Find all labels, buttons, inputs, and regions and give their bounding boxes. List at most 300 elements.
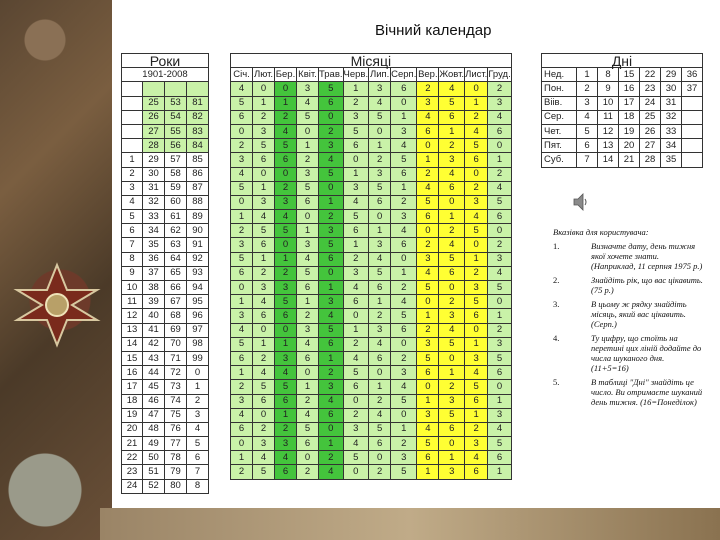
month-cell: 5 bbox=[465, 295, 488, 309]
day-row bbox=[542, 68, 703, 82]
month-cell: 4 bbox=[297, 408, 319, 422]
year-cell: 25 bbox=[143, 96, 165, 110]
year-cell: 52 bbox=[143, 479, 165, 493]
day-number-cell bbox=[682, 96, 703, 110]
year-cell: 91 bbox=[187, 238, 209, 252]
month-cell: 0 bbox=[439, 437, 465, 451]
month-cell: 0 bbox=[439, 195, 465, 209]
month-cell: 4 bbox=[417, 181, 439, 195]
month-name-cell: Лип. bbox=[369, 68, 391, 82]
month-cell: 5 bbox=[369, 266, 391, 280]
month-row bbox=[231, 110, 512, 124]
year-row bbox=[122, 451, 209, 465]
year-cell: 87 bbox=[187, 181, 209, 195]
year-cell: 6 bbox=[122, 224, 143, 238]
month-cell: 0 bbox=[391, 408, 417, 422]
instruction-number: 5. bbox=[553, 377, 560, 387]
year-cell: 79 bbox=[165, 465, 187, 479]
year-cell: 35 bbox=[143, 238, 165, 252]
month-cell: 6 bbox=[319, 337, 344, 351]
month-cell: 0 bbox=[343, 309, 369, 323]
year-row bbox=[122, 210, 209, 224]
month-cell: 3 bbox=[391, 451, 417, 465]
day-number-cell: 21 bbox=[619, 153, 640, 167]
month-cell: 4 bbox=[319, 465, 344, 479]
day-number-cell: 12 bbox=[598, 124, 619, 138]
month-row bbox=[231, 266, 512, 280]
month-cell: 3 bbox=[439, 465, 465, 479]
month-row bbox=[231, 295, 512, 309]
day-number-cell: 17 bbox=[619, 96, 640, 110]
month-cell: 0 bbox=[253, 408, 275, 422]
month-cell: 6 bbox=[417, 210, 439, 224]
decorative-background bbox=[0, 0, 112, 540]
month-cell: 5 bbox=[343, 124, 369, 138]
year-cell: 5 bbox=[187, 437, 209, 451]
month-cell: 3 bbox=[465, 351, 488, 365]
month-cell: 1 bbox=[253, 96, 275, 110]
month-cell: 5 bbox=[391, 465, 417, 479]
month-cell: 4 bbox=[231, 82, 253, 96]
year-cell: 76 bbox=[165, 422, 187, 436]
month-cell: 4 bbox=[488, 181, 511, 195]
year-cell: 64 bbox=[165, 252, 187, 266]
month-cell: 2 bbox=[369, 153, 391, 167]
month-row bbox=[231, 124, 512, 138]
month-row bbox=[231, 422, 512, 436]
month-cell: 4 bbox=[417, 422, 439, 436]
month-cell: 5 bbox=[275, 224, 297, 238]
month-row bbox=[231, 153, 512, 167]
month-cell: 2 bbox=[297, 465, 319, 479]
month-cell: 0 bbox=[275, 238, 297, 252]
year-row bbox=[122, 153, 209, 167]
month-cell: 3 bbox=[488, 252, 511, 266]
instruction-item bbox=[553, 377, 703, 407]
month-cell: 6 bbox=[253, 309, 275, 323]
year-cell: 84 bbox=[187, 139, 209, 153]
year-cell: 93 bbox=[187, 266, 209, 280]
year-cell: 37 bbox=[143, 266, 165, 280]
month-cell: 5 bbox=[488, 281, 511, 295]
month-cell: 6 bbox=[369, 281, 391, 295]
month-cell: 1 bbox=[253, 252, 275, 266]
day-name-cell: Пят. bbox=[542, 139, 577, 153]
month-cell: 6 bbox=[439, 422, 465, 436]
month-cell: 2 bbox=[275, 181, 297, 195]
year-cell bbox=[165, 82, 187, 96]
month-cell: 5 bbox=[488, 437, 511, 451]
year-cell: 67 bbox=[165, 295, 187, 309]
month-cell: 3 bbox=[369, 323, 391, 337]
month-cell: 3 bbox=[297, 238, 319, 252]
month-cell: 6 bbox=[297, 351, 319, 365]
month-cell: 3 bbox=[319, 139, 344, 153]
month-cell: 6 bbox=[343, 380, 369, 394]
month-cell: 4 bbox=[465, 451, 488, 465]
days-table bbox=[541, 53, 703, 168]
year-cell: 88 bbox=[187, 195, 209, 209]
month-cell: 2 bbox=[465, 422, 488, 436]
year-cell: 27 bbox=[143, 124, 165, 138]
month-cell: 0 bbox=[488, 295, 511, 309]
month-cell: 5 bbox=[253, 380, 275, 394]
month-cell: 6 bbox=[465, 394, 488, 408]
months-header: Місяці bbox=[231, 54, 512, 68]
year-cell: 61 bbox=[165, 210, 187, 224]
month-cell: 4 bbox=[391, 295, 417, 309]
year-cell: 81 bbox=[187, 96, 209, 110]
month-cell: 2 bbox=[231, 465, 253, 479]
month-cell: 3 bbox=[253, 281, 275, 295]
month-cell: 5 bbox=[391, 153, 417, 167]
month-cell: 5 bbox=[488, 351, 511, 365]
month-name-cell: Трав. bbox=[319, 68, 344, 82]
month-cell: 4 bbox=[231, 167, 253, 181]
month-cell: 0 bbox=[319, 266, 344, 280]
month-cell: 5 bbox=[391, 394, 417, 408]
month-cell: 1 bbox=[231, 295, 253, 309]
year-cell: 58 bbox=[165, 167, 187, 181]
month-row bbox=[231, 139, 512, 153]
month-cell: 3 bbox=[343, 266, 369, 280]
year-cell: 82 bbox=[187, 110, 209, 124]
day-number-cell: 33 bbox=[661, 124, 682, 138]
year-cell: 65 bbox=[165, 266, 187, 280]
month-row bbox=[231, 82, 512, 96]
month-cell: 1 bbox=[391, 110, 417, 124]
month-cell: 2 bbox=[275, 266, 297, 280]
month-cell: 6 bbox=[343, 295, 369, 309]
month-cell: 1 bbox=[417, 309, 439, 323]
month-row bbox=[231, 167, 512, 181]
month-name-cell: Квіт. bbox=[297, 68, 319, 82]
month-cell: 2 bbox=[465, 110, 488, 124]
day-number-cell: 13 bbox=[598, 139, 619, 153]
year-cell: 9 bbox=[122, 266, 143, 280]
day-number-cell: 34 bbox=[661, 139, 682, 153]
day-number-cell bbox=[682, 110, 703, 124]
month-cell: 2 bbox=[343, 408, 369, 422]
year-row bbox=[122, 238, 209, 252]
month-cell: 1 bbox=[319, 437, 344, 451]
month-cell: 3 bbox=[369, 82, 391, 96]
year-cell: 41 bbox=[143, 323, 165, 337]
month-cell: 6 bbox=[253, 238, 275, 252]
year-row bbox=[122, 394, 209, 408]
month-cell: 2 bbox=[439, 224, 465, 238]
month-cell: 2 bbox=[465, 266, 488, 280]
month-cell: 5 bbox=[488, 195, 511, 209]
year-row bbox=[122, 82, 209, 96]
month-cell: 0 bbox=[465, 238, 488, 252]
month-cell: 1 bbox=[369, 295, 391, 309]
year-cell: 22 bbox=[122, 451, 143, 465]
year-cell: 99 bbox=[187, 351, 209, 365]
month-cell: 1 bbox=[275, 252, 297, 266]
year-row bbox=[122, 323, 209, 337]
year-cell: 70 bbox=[165, 337, 187, 351]
month-cell: 2 bbox=[343, 337, 369, 351]
year-cell bbox=[143, 82, 165, 96]
year-cell bbox=[122, 110, 143, 124]
year-cell: 77 bbox=[165, 437, 187, 451]
month-cell: 2 bbox=[391, 195, 417, 209]
month-name-cell: Серп. bbox=[391, 68, 417, 82]
month-cell: 1 bbox=[465, 252, 488, 266]
month-cell: 4 bbox=[343, 281, 369, 295]
month-cell: 3 bbox=[231, 153, 253, 167]
year-cell: 33 bbox=[143, 210, 165, 224]
month-cell: 3 bbox=[465, 195, 488, 209]
month-cell: 5 bbox=[297, 422, 319, 436]
month-cell: 5 bbox=[369, 110, 391, 124]
day-number-cell: 16 bbox=[619, 82, 640, 96]
year-cell: 10 bbox=[122, 281, 143, 295]
years-table bbox=[121, 53, 209, 494]
year-cell: 98 bbox=[187, 337, 209, 351]
month-row bbox=[231, 380, 512, 394]
month-cell: 4 bbox=[297, 337, 319, 351]
month-cell: 6 bbox=[297, 195, 319, 209]
year-cell: 51 bbox=[143, 465, 165, 479]
year-cell: 54 bbox=[165, 110, 187, 124]
month-cell: 6 bbox=[488, 124, 511, 138]
day-row bbox=[542, 82, 703, 96]
year-cell: 48 bbox=[143, 422, 165, 436]
month-cell: 3 bbox=[439, 309, 465, 323]
day-number-cell: 25 bbox=[640, 110, 661, 124]
month-cell: 4 bbox=[297, 252, 319, 266]
month-cell: 1 bbox=[417, 465, 439, 479]
year-row bbox=[122, 96, 209, 110]
month-cell: 5 bbox=[231, 181, 253, 195]
month-cell: 0 bbox=[297, 451, 319, 465]
month-cell: 2 bbox=[439, 295, 465, 309]
day-name-cell: Суб. bbox=[542, 153, 577, 167]
month-cell: 2 bbox=[319, 210, 344, 224]
month-cell: 0 bbox=[253, 167, 275, 181]
month-cell: 3 bbox=[297, 82, 319, 96]
days-header: Дні bbox=[542, 54, 703, 68]
month-row bbox=[231, 181, 512, 195]
month-cell: 0 bbox=[417, 295, 439, 309]
month-cell: 0 bbox=[343, 153, 369, 167]
month-cell: 1 bbox=[231, 210, 253, 224]
month-cell: 2 bbox=[253, 110, 275, 124]
month-cell: 1 bbox=[439, 451, 465, 465]
month-cell: 1 bbox=[488, 309, 511, 323]
month-cell: 2 bbox=[297, 309, 319, 323]
day-name-cell: Сер. bbox=[542, 110, 577, 124]
month-cell: 6 bbox=[391, 167, 417, 181]
month-cell: 3 bbox=[297, 167, 319, 181]
month-cell: 5 bbox=[275, 139, 297, 153]
year-row bbox=[122, 266, 209, 280]
month-cell: 5 bbox=[253, 224, 275, 238]
month-cell: 0 bbox=[231, 281, 253, 295]
year-cell: 29 bbox=[143, 153, 165, 167]
day-number-cell: 6 bbox=[577, 139, 598, 153]
month-cell: 1 bbox=[391, 181, 417, 195]
month-cell: 3 bbox=[439, 394, 465, 408]
month-cell: 2 bbox=[488, 82, 511, 96]
year-cell: 80 bbox=[165, 479, 187, 493]
instruction-item bbox=[553, 299, 703, 329]
month-cell: 5 bbox=[297, 181, 319, 195]
day-number-cell bbox=[682, 139, 703, 153]
year-cell: 34 bbox=[143, 224, 165, 238]
day-row bbox=[542, 153, 703, 167]
month-cell: 5 bbox=[465, 380, 488, 394]
month-cell: 2 bbox=[231, 139, 253, 153]
month-cell: 4 bbox=[465, 124, 488, 138]
speaker-icon[interactable] bbox=[573, 193, 587, 211]
day-number-cell: 3 bbox=[577, 96, 598, 110]
year-cell: 1 bbox=[122, 153, 143, 167]
month-cell: 6 bbox=[465, 465, 488, 479]
month-cell: 0 bbox=[275, 167, 297, 181]
month-cell: 2 bbox=[319, 366, 344, 380]
day-number-cell: 22 bbox=[640, 68, 661, 82]
month-cell: 1 bbox=[417, 153, 439, 167]
month-cell: 5 bbox=[439, 96, 465, 110]
month-cell: 1 bbox=[465, 337, 488, 351]
month-cell: 6 bbox=[439, 110, 465, 124]
year-row bbox=[122, 408, 209, 422]
instruction-text: В таблиці "Дні" знайдіть це число. Ви отримаєте шуканий день тижня. (16=Понеділок) bbox=[591, 377, 703, 407]
year-cell: 13 bbox=[122, 323, 143, 337]
year-cell: 17 bbox=[122, 380, 143, 394]
day-number-cell: 24 bbox=[640, 96, 661, 110]
month-cell: 0 bbox=[231, 437, 253, 451]
year-cell: 3 bbox=[187, 408, 209, 422]
year-cell: 55 bbox=[165, 124, 187, 138]
month-cell: 3 bbox=[231, 394, 253, 408]
month-cell: 3 bbox=[488, 96, 511, 110]
month-cell: 0 bbox=[253, 323, 275, 337]
month-name-cell: Вер. bbox=[417, 68, 439, 82]
year-cell: 19 bbox=[122, 408, 143, 422]
months-table bbox=[230, 53, 512, 480]
month-cell: 3 bbox=[391, 210, 417, 224]
month-cell: 1 bbox=[319, 195, 344, 209]
day-number-cell: 7 bbox=[577, 153, 598, 167]
year-row bbox=[122, 422, 209, 436]
month-cell: 1 bbox=[297, 139, 319, 153]
month-cell: 4 bbox=[275, 366, 297, 380]
month-cell: 1 bbox=[343, 323, 369, 337]
month-cell: 6 bbox=[319, 252, 344, 266]
month-cell: 6 bbox=[253, 394, 275, 408]
month-cell: 3 bbox=[253, 124, 275, 138]
order-cross-icon bbox=[12, 260, 102, 350]
year-cell: 63 bbox=[165, 238, 187, 252]
month-row bbox=[231, 366, 512, 380]
month-cell: 4 bbox=[465, 210, 488, 224]
month-row bbox=[231, 394, 512, 408]
instruction-item bbox=[553, 333, 703, 373]
month-cell: 6 bbox=[465, 153, 488, 167]
month-cell: 0 bbox=[417, 139, 439, 153]
month-cell: 6 bbox=[253, 153, 275, 167]
month-cell: 6 bbox=[343, 139, 369, 153]
year-row bbox=[122, 110, 209, 124]
month-cell: 6 bbox=[275, 309, 297, 323]
month-cell: 5 bbox=[439, 408, 465, 422]
year-cell: 16 bbox=[122, 366, 143, 380]
year-cell: 12 bbox=[122, 309, 143, 323]
instruction-text: Визначте дату, день тижня якої хочете знати. (Наприклад, 11 серпня 1975 р.) bbox=[591, 241, 703, 271]
month-cell: 3 bbox=[319, 224, 344, 238]
month-cell: 1 bbox=[465, 408, 488, 422]
month-cell: 2 bbox=[369, 309, 391, 323]
month-cell: 5 bbox=[275, 380, 297, 394]
month-cell: 1 bbox=[297, 224, 319, 238]
year-cell: 31 bbox=[143, 181, 165, 195]
year-cell: 15 bbox=[122, 351, 143, 365]
month-cell: 3 bbox=[488, 337, 511, 351]
year-cell: 56 bbox=[165, 139, 187, 153]
year-cell: 7 bbox=[187, 465, 209, 479]
month-cell: 0 bbox=[297, 210, 319, 224]
month-cell: 1 bbox=[488, 465, 511, 479]
year-cell: 85 bbox=[187, 153, 209, 167]
day-number-cell: 27 bbox=[640, 139, 661, 153]
day-number-cell: 36 bbox=[682, 68, 703, 82]
month-cell: 1 bbox=[253, 337, 275, 351]
month-cell: 0 bbox=[465, 323, 488, 337]
month-cell: 5 bbox=[369, 181, 391, 195]
month-cell: 3 bbox=[297, 323, 319, 337]
month-row bbox=[231, 309, 512, 323]
month-cell: 1 bbox=[391, 422, 417, 436]
year-cell: 26 bbox=[143, 110, 165, 124]
month-cell: 6 bbox=[319, 96, 344, 110]
month-cell: 0 bbox=[488, 380, 511, 394]
year-cell: 8 bbox=[122, 252, 143, 266]
month-cell: 2 bbox=[488, 238, 511, 252]
month-cell: 2 bbox=[465, 181, 488, 195]
month-cell: 1 bbox=[391, 266, 417, 280]
month-cell: 1 bbox=[253, 181, 275, 195]
day-number-cell: 4 bbox=[577, 110, 598, 124]
year-row bbox=[122, 195, 209, 209]
month-cell: 5 bbox=[391, 309, 417, 323]
year-row bbox=[122, 380, 209, 394]
month-cell: 5 bbox=[417, 281, 439, 295]
month-cell: 0 bbox=[253, 82, 275, 96]
month-cell: 6 bbox=[297, 437, 319, 451]
month-cell: 0 bbox=[391, 337, 417, 351]
year-cell: 68 bbox=[165, 309, 187, 323]
month-row bbox=[231, 437, 512, 451]
month-row bbox=[231, 465, 512, 479]
month-cell: 3 bbox=[465, 281, 488, 295]
month-cell: 1 bbox=[369, 380, 391, 394]
day-row bbox=[542, 124, 703, 138]
month-cell: 4 bbox=[391, 380, 417, 394]
month-cell: 4 bbox=[253, 451, 275, 465]
month-cell: 2 bbox=[231, 380, 253, 394]
month-cell: 6 bbox=[275, 394, 297, 408]
month-cell: 3 bbox=[417, 252, 439, 266]
month-cell: 2 bbox=[253, 266, 275, 280]
month-cell: 4 bbox=[319, 309, 344, 323]
day-row bbox=[542, 139, 703, 153]
year-cell: 39 bbox=[143, 295, 165, 309]
month-name-cell: Лист. bbox=[465, 68, 488, 82]
